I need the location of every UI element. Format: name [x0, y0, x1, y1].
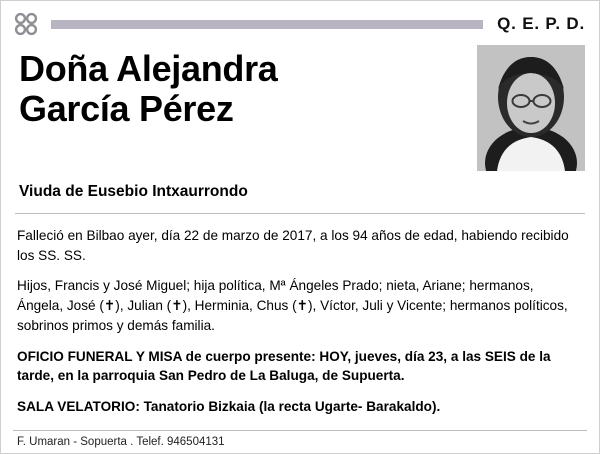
clover-logo-icon: [11, 9, 41, 39]
portrait-photo: [477, 45, 585, 171]
qepd-label: Q. E. P. D.: [497, 14, 585, 33]
header-band: [1, 1, 599, 47]
body-text: [1, 226, 599, 417]
page-title: [19, 49, 449, 130]
wake-paragraph: SALA VELATORIO: Tanatorio Bizkaia (la recta Ugarte- Barakaldo).: [17, 398, 441, 414]
deceased-relation: Viuda de Eusebio Intxaurrondo: [19, 183, 248, 200]
family-paragraph: Hijos, Francis y José Miguel; hija política, Mª Ángeles Prado; nieta, Ariane; hermanos, Ángela, José (✝), Julian (✝), Herminia, Chus (✝), Víctor, Juli y Vicente; hermanos políticos, sobrinos primos y demás familia.: [17, 278, 568, 333]
death-notice-paragraph: Falleció en Bilbao ayer, día 22 de marzo de 2017, a los 94 años de edad, habiendo recibido los SS. SS.: [17, 228, 569, 263]
name-block: [1, 47, 599, 169]
divider-upper: [15, 213, 585, 214]
funeral-home-info: F. Umaran - Sopuerta . Telef. 946504131: [17, 435, 225, 448]
funeral-paragraph: OFICIO FUNERAL Y MISA de cuerpo presente: HOY, jueves, día 23, a las SEIS de la tarde, en la parroquia San Pedro de La Baluga, de Supuerta.: [17, 348, 551, 384]
deceased-name-line-2: García Pérez: [19, 88, 234, 130]
header-divider-bar: [51, 19, 483, 30]
deceased-name-line-1: Doña Alejandra: [19, 48, 278, 89]
